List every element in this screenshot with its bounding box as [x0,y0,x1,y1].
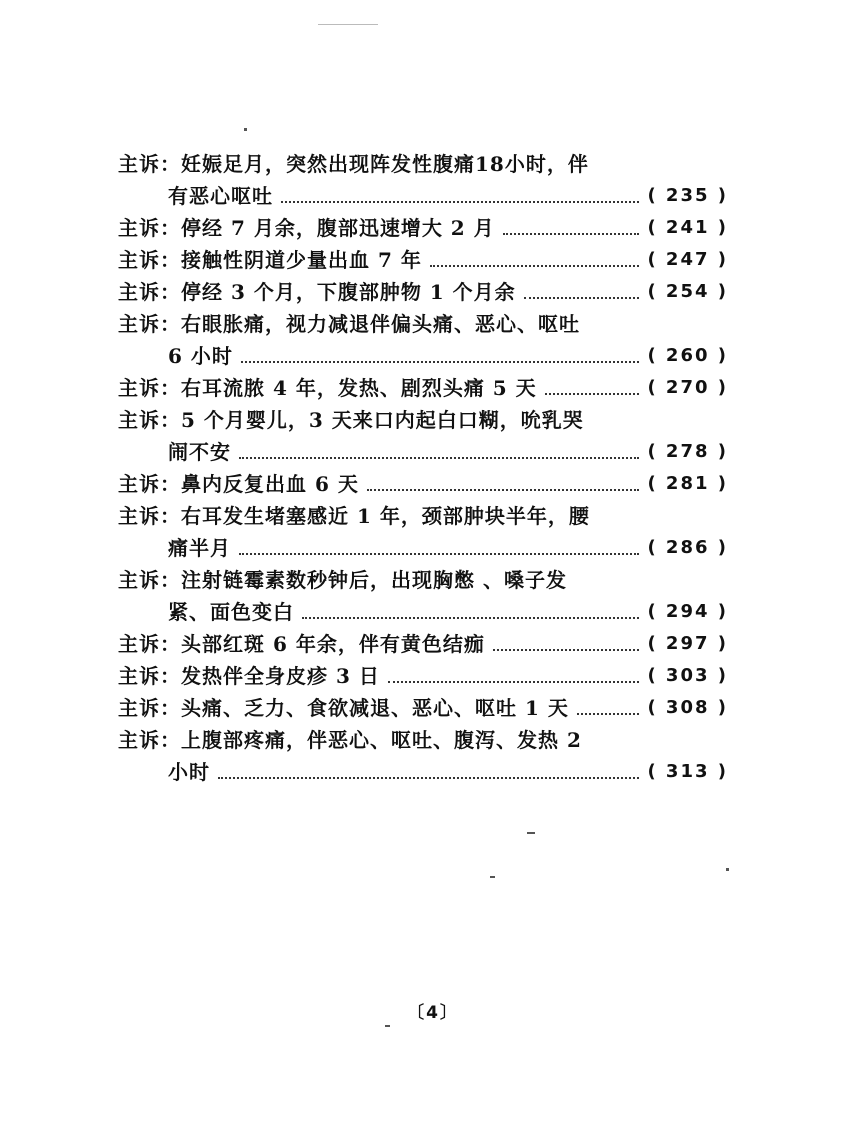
entry-text: 5 个月婴儿，3 天来口内起白口糊，吮乳哭 [181,408,584,432]
dot-leader [239,457,639,459]
entry-prefix: 主诉： [118,216,181,240]
entry-prefix: 主诉： [118,248,181,272]
page-reference: ( 286 ) [647,537,728,558]
entry-prefix: 主诉： [118,632,181,656]
toc-entry-line [118,660,728,692]
entry-text: 痛半月 [168,536,231,560]
entry-text: 头痛、乏力、食欲减退、恶心、呕吐 1 天 [181,696,569,720]
dot-leader [430,265,640,267]
entry-text: 上腹部疼痛，伴恶心、呕吐、腹泻、发热 2 [181,728,582,752]
page-reference: ( 313 ) [647,761,728,782]
page-reference: ( 278 ) [647,441,728,462]
entry-prefix: 主诉： [118,728,181,752]
entry-text: 接触性阴道少量出血 7 年 [181,248,422,272]
toc-entry [118,372,728,404]
scan-speck [244,128,247,131]
toc-entry-line [118,500,728,532]
entry-prefix: 主诉： [118,280,181,304]
dot-leader [302,617,639,619]
entry-prefix: 主诉： [118,312,181,336]
entry-text: 闹不安 [168,440,231,464]
toc-entry [118,692,728,724]
toc-entry-continuation-line [118,756,728,788]
dot-leader [367,489,640,491]
toc-entry-continuation-line [118,180,728,212]
page-reference: ( 303 ) [647,665,728,686]
entry-prefix: 主诉： [118,568,181,592]
toc-entry [118,628,728,660]
toc-entry-continuation-line [118,436,728,468]
entry-text: 右耳发生堵塞感近 1 年，颈部肿块半年，腰 [181,504,590,528]
toc-entry-continuation-line [118,532,728,564]
toc-entry [118,404,728,468]
toc-entry [118,500,728,564]
page-reference: ( 270 ) [647,377,728,398]
dot-leader [503,233,640,235]
entry-prefix: 主诉： [118,696,181,720]
entry-text: 妊娠足月，突然出现阵发性腹痛18小时，伴 [181,152,589,176]
entry-prefix: 主诉： [118,472,181,496]
toc-entry [118,468,728,500]
toc-entry-continuation-line [118,596,728,628]
toc-entry-line [118,308,728,340]
entry-text: 头部红斑 6 年余，伴有黄色结痂 [181,632,485,656]
toc-entry [118,244,728,276]
entry-text: 紧、面色变白 [168,600,294,624]
toc-entry [118,724,728,788]
toc-entry-line [118,372,728,404]
toc-entry [118,564,728,628]
page-reference: ( 281 ) [647,473,728,494]
toc-entry-line [118,692,728,724]
toc-entry-line [118,148,728,180]
scan-speck [527,832,535,834]
toc-entry [118,212,728,244]
dot-leader [524,297,640,299]
toc-entry-line [118,276,728,308]
page-reference: ( 247 ) [647,249,728,270]
toc-entry-continuation-line [118,340,728,372]
entry-text: 停经 3 个月，下腹部肿物 1 个月余 [181,280,516,304]
entry-text: 有恶心呕吐 [168,184,273,208]
toc-entry-line [118,724,728,756]
dot-leader [281,201,639,203]
entry-text: 发热伴全身皮疹 3 日 [181,664,380,688]
entry-text: 右耳流脓 4 年，发热、剧烈头痛 5 天 [181,376,537,400]
toc-entry-line [118,212,728,244]
scan-speck [318,24,378,25]
entry-prefix: 主诉： [118,408,181,432]
page-reference: ( 297 ) [647,633,728,654]
page-number: 〔4〕 [407,1003,459,1023]
entry-text: 小时 [168,760,210,784]
dot-leader [218,777,639,779]
entry-prefix: 主诉： [118,664,181,688]
entry-prefix: 主诉： [118,504,181,528]
dot-leader [577,713,640,715]
toc-entry-line [118,244,728,276]
entry-prefix: 主诉： [118,152,181,176]
dot-leader [239,553,639,555]
page-reference: ( 308 ) [647,697,728,718]
scan-speck [726,868,729,871]
toc-entry-line [118,404,728,436]
page-reference: ( 260 ) [647,345,728,366]
page-reference: ( 235 ) [647,185,728,206]
scan-speck [490,876,495,878]
dot-leader [545,393,640,395]
entry-text: 注射链霉素数秒钟后，出现胸憋 、嗓子发 [181,568,567,592]
entry-text: 停经 7 月余，腹部迅速增大 2 月 [181,216,495,240]
table-of-contents [118,148,728,788]
scan-speck [385,1025,390,1027]
toc-entry [118,276,728,308]
toc-entry-line [118,628,728,660]
dot-leader [493,649,640,651]
entry-text: 鼻内反复出血 6 天 [181,472,359,496]
toc-entry [118,660,728,692]
dot-leader [388,681,640,683]
toc-entry [118,148,728,212]
toc-entry [118,308,728,372]
toc-entry-line [118,468,728,500]
page-reference: ( 241 ) [647,217,728,238]
entry-text: 右眼胀痛，视力减退伴偏头痛、恶心、呕吐 [181,312,580,336]
page-reference: ( 294 ) [647,601,728,622]
dot-leader [241,361,640,363]
entry-prefix: 主诉： [118,376,181,400]
entry-text: 6 小时 [168,344,233,368]
toc-entry-line [118,564,728,596]
page-reference: ( 254 ) [647,281,728,302]
